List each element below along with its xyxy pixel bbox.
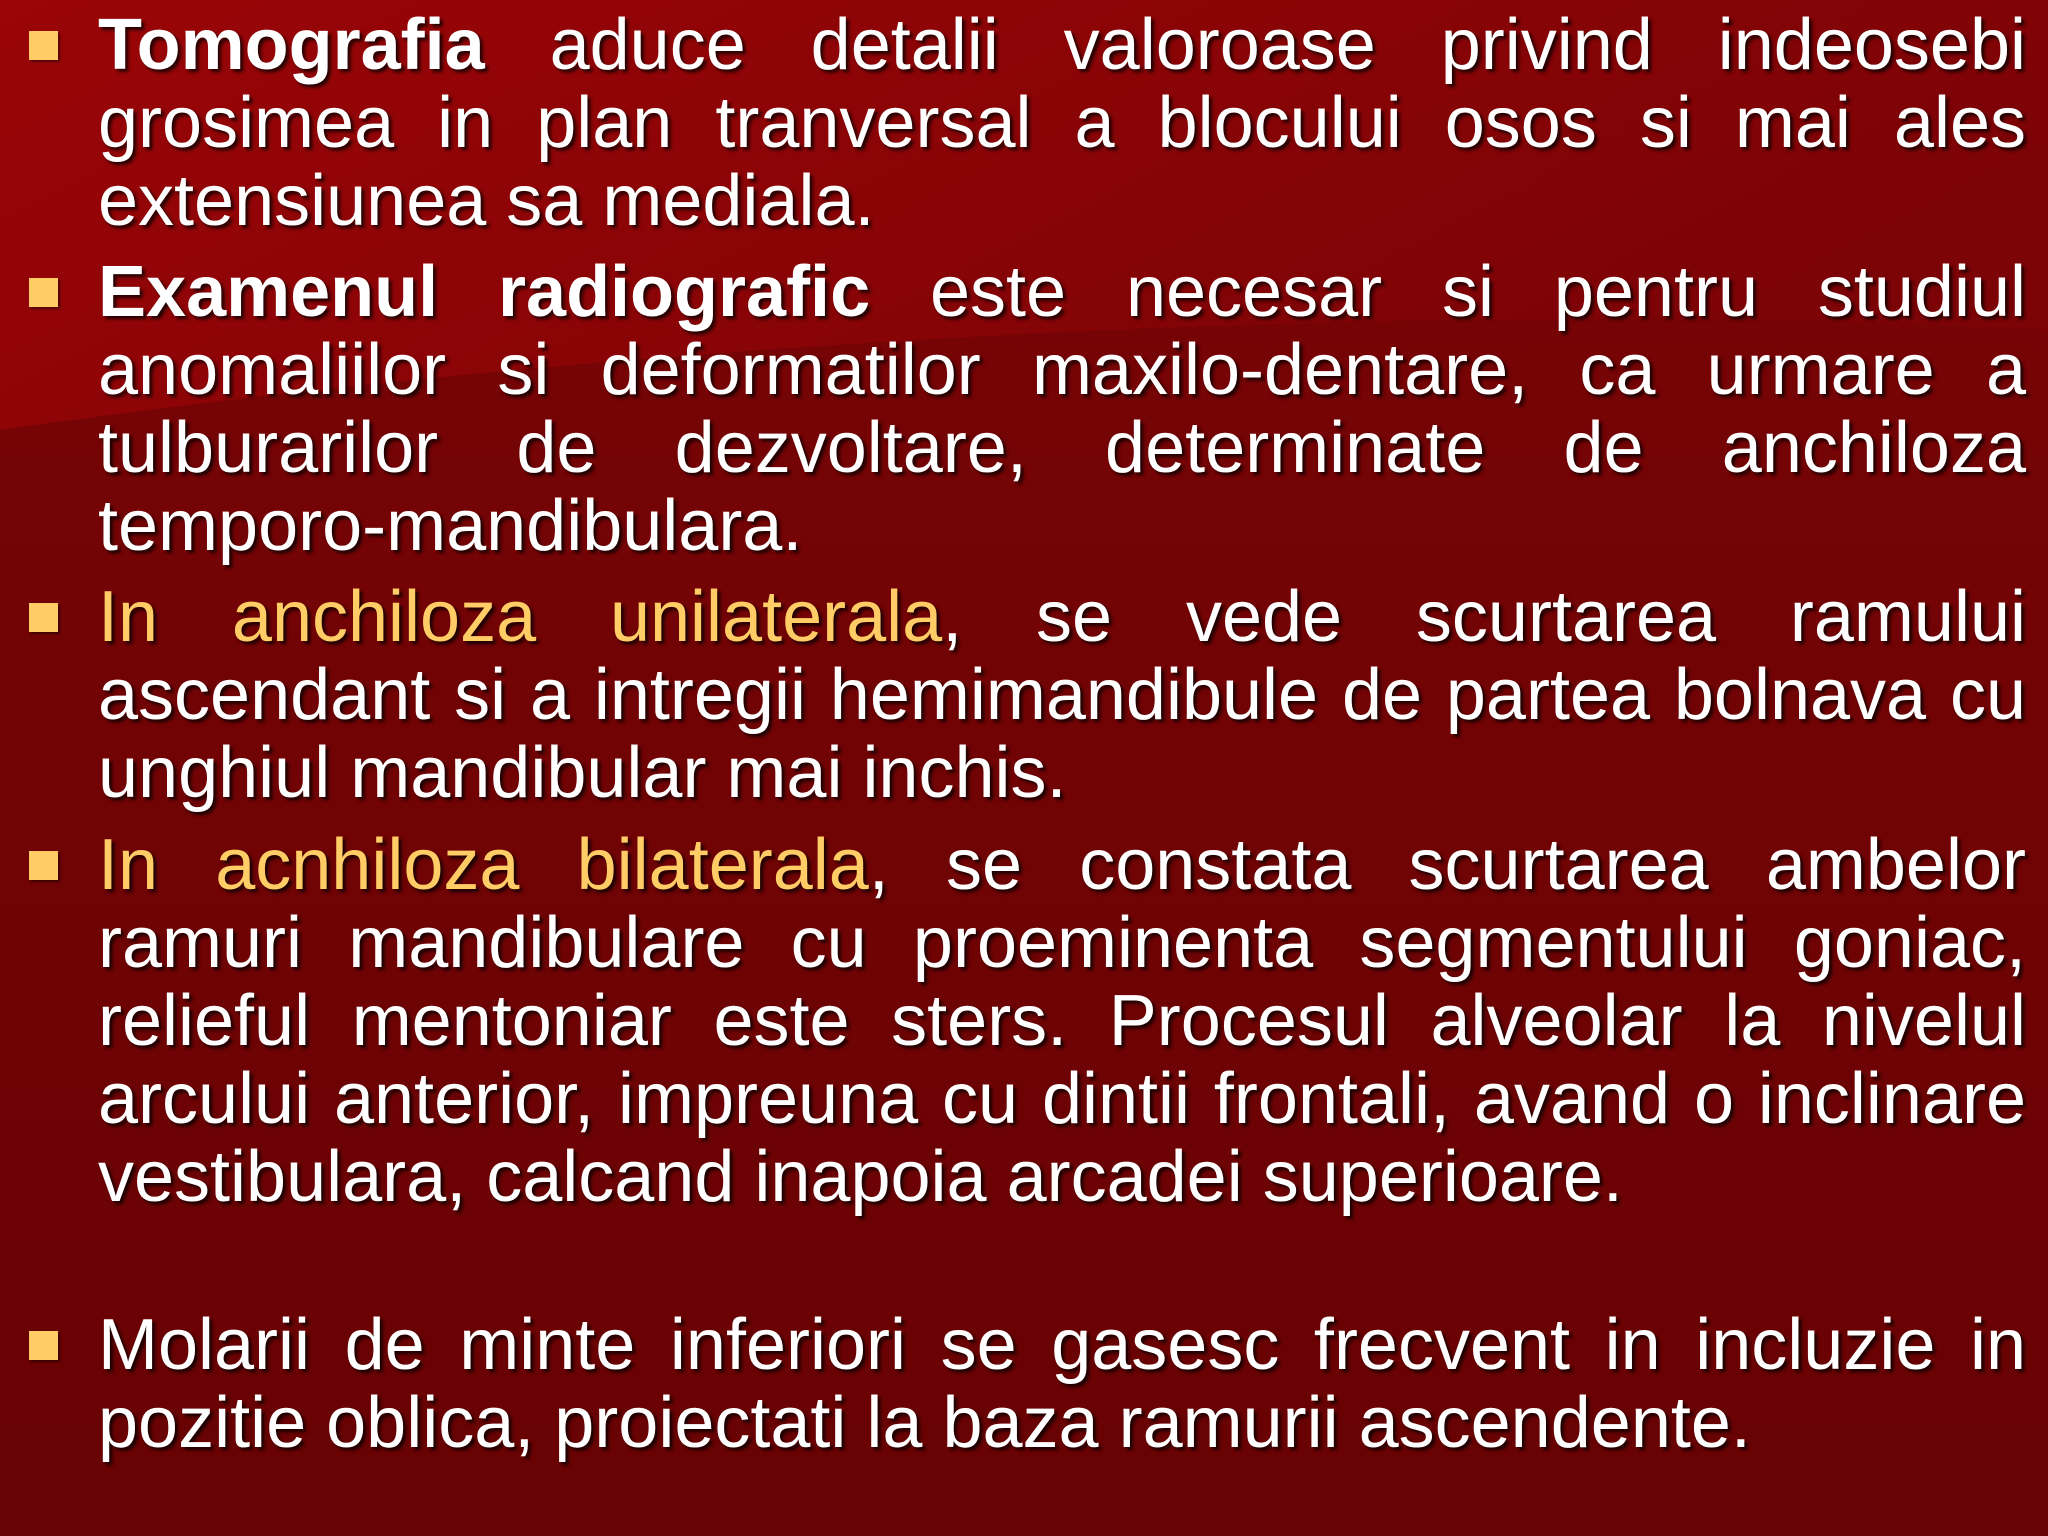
square-bullet-icon: [29, 31, 58, 60]
square-bullet-icon: [29, 603, 58, 632]
bullet-lead: In anchiloza unilaterala: [98, 577, 943, 657]
bullet-rest: , se vede scurtarea ramului ascendant si a intregii hemimandibule de partea bolnava cu unghiul mandibular mai inchis.: [98, 577, 2026, 813]
bullet-text: [98, 6, 2026, 240]
square-bullet-icon: [29, 1331, 58, 1360]
bullet-rest: , se constata scurtarea ambelor ramuri mandibulare cu proeminenta segmentului goniac, relieful mentoniar este sters. Procesul alveolar la nivelul arcului anterior, impreuna cu dintii frontali, avand o inclinare vestibulara, calcand inapoia arcadei superioare.: [98, 825, 2026, 1217]
square-bullet-icon: [29, 851, 58, 880]
bullet-text: [98, 1306, 2026, 1462]
bullet-lead: In acnhiloza bilaterala: [98, 825, 869, 905]
bullet-rest: Molarii de minte inferiori se gasesc frecvent in incluzie in pozitie oblica, proiectati la baza ramurii ascendente.: [98, 1305, 2026, 1463]
bullet-lead: Examenul radiografic: [98, 252, 871, 332]
bullet-text: [98, 578, 2026, 812]
square-bullet-icon: [29, 278, 58, 307]
bullet-rest: este necesar si pentru studiul anomaliilor si deformatilor maxilo-dentare, ca urmare a tulburarilor de dezvoltare, determinate de anchiloza temporo-mandibulara.: [98, 252, 2027, 566]
bullet-text: [98, 253, 2026, 565]
bullet-text: [98, 826, 2026, 1216]
bullet-lead: Tomografia: [98, 5, 485, 85]
bullet-rest: aduce detalii valoroase privind indeosebi grosimea in plan tranversal a blocului osos si mai ales extensiunea sa mediala.: [98, 5, 2026, 241]
